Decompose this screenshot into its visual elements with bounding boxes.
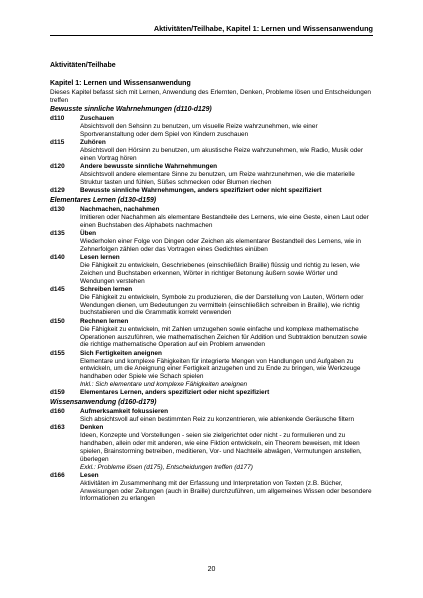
- entry-body: [80, 139, 373, 163]
- entry-code: d163: [50, 424, 65, 432]
- entry-code: d150: [50, 317, 65, 325]
- code-entry: [50, 115, 373, 139]
- entry-description: Imitieren oder Nachahmen als elementare Bestandteile des Lernens, wie eine Geste, einen Laut oder einen Buchstaben des Alphabets nachmachen: [80, 213, 369, 229]
- entry-description: Die Fähigkeit zu entwickeln, Geschriebenes (einschließlich Braille) flüssig und richtig zu lesen, wie Zeichen und Buchstaben erkennen, Wörter in richtiger Betonung äußern sowie Wörter und Wendungen verstehen: [80, 261, 360, 285]
- entry-code: d130: [50, 206, 65, 213]
- code-entry: [50, 472, 373, 503]
- entry-name: Sich Fertigkeiten aneignen: [80, 349, 162, 357]
- entry-exclusion: Exkl.: Probleme lösen (d175), Entscheidungen treffen (d177): [80, 463, 253, 471]
- chapter-title: Kapitel 1: Lernen und Wissensanwendung: [50, 79, 191, 87]
- page-number: 20: [207, 566, 216, 573]
- section-title: Elementares Lernen (d130-d159): [50, 197, 157, 205]
- entry-code: d120: [50, 163, 65, 171]
- document-title: Aktivitäten/Teilhabe: [50, 62, 116, 69]
- entry-body: [80, 163, 373, 187]
- code-entry: [50, 163, 373, 187]
- entry-body: [80, 318, 373, 349]
- entry-body: [80, 389, 373, 397]
- entry-name: Lesen: [80, 471, 99, 479]
- code-entry: [50, 424, 373, 471]
- sections-container: [50, 106, 373, 503]
- chapter-intro: Dieses Kapitel befasst sich mit Lernen, Anwendung des Erlernten, Denken, Probleme lösen und Entscheidungen treffen: [50, 88, 371, 104]
- entry-name: Bewusste sinnliche Wahrnehmungen, anders spezifiziert oder nicht spezifiziert: [80, 187, 322, 195]
- entry-body: [80, 206, 373, 230]
- entry-body: [80, 286, 373, 317]
- entry-name: Zuhören: [80, 139, 106, 147]
- entry-description: Wiederholen einer Folge von Dingen oder Zeichen als elementarer Bestandteil des Lernens, wie in Zehnerfolgen zählen oder das Vortragen eines Gedichtes einüben: [80, 237, 361, 253]
- entry-name: Rechnen lernen: [80, 317, 129, 325]
- entry-description: Aktivitäten im Zusammenhang mit der Erfassung und Interpretation von Texten (z.B. Bücher, Anweisungen oder Zeitungen (auch in Braille) durchzuführen, um allgemeines Wissen oder besondere Informationen zu erlangen: [80, 479, 372, 503]
- entry-name: Andere bewusste sinnliche Wahrnehmungen: [80, 163, 218, 171]
- code-entry: [50, 187, 373, 195]
- entry-code: d129: [50, 187, 65, 195]
- entry-code: d155: [50, 349, 65, 357]
- code-entry: [50, 286, 373, 317]
- code-entry: [50, 230, 373, 254]
- entry-name: Elementares Lernen, anders spezifiziert oder nicht spezifiziert: [80, 389, 270, 397]
- entry-code: d166: [50, 471, 65, 479]
- entry-name: Zuschauen: [80, 115, 114, 123]
- code-entry: [50, 350, 373, 389]
- page-content: [50, 62, 373, 504]
- entry-name: Nachmachen, nachahmen: [80, 206, 160, 213]
- code-entry: [50, 318, 373, 349]
- code-entry: [50, 408, 373, 424]
- entry-body: [80, 115, 373, 139]
- entry-body: [80, 424, 373, 471]
- entry-code: d110: [50, 115, 65, 123]
- entry-code: d160: [50, 408, 65, 416]
- entry-body: [80, 187, 373, 195]
- entry-description: Ideen, Konzepte und Vorstellungen - seien sie zielgerichtet oder nicht - zu formulieren und zu handhaben, allein oder mit anderen, wie eine Fiktion entwickeln, ein Theorem beweisen, mit Ideen spielen, Brainstorming betreiben, meditieren, Vor- und Nachteile abwägen, Vermutungen anstellen, überlegen: [80, 432, 362, 463]
- code-entry: [50, 139, 373, 163]
- entry-body: [80, 254, 373, 285]
- entry-description: Elementare und komplexe Fähigkeiten für integrierte Mengen von Handlungen und Aufgaben zu entwickeln, um die Aneignung einer Fertigkeit anzugehen und zu Ende zu bringen, wie Werkzeuge handhaben oder Spiele wie Schach spielen: [80, 357, 361, 381]
- entry-code: d159: [50, 389, 65, 397]
- entry-code: d145: [50, 285, 65, 293]
- entry-description: Absichtsvoll den Sehsinn zu benutzen, um visuelle Reize wahrzunehmen, wie einer Sportveranstaltung oder dem Spiel von Kindern zuschauen: [80, 123, 318, 138]
- entry-inclusion: Inkl.: Sich elementare und komplexe Fähigkeiten aneignen: [80, 381, 248, 389]
- entry-description: Sich absichtsvoll auf einen bestimmten Reiz zu konzentrieren, wie ablenkende Geräusche filtern: [80, 415, 355, 423]
- entry-body: [80, 350, 373, 389]
- entry-code: d115: [50, 139, 65, 147]
- entry-body: [80, 230, 373, 254]
- code-entry: [50, 389, 373, 397]
- section-title: Wissensanwendung (d160-d179): [50, 399, 157, 407]
- entry-description: Absichtsvoll den Hörsinn zu benutzen, um akustische Reize wahrzunehmen, wie Radio, Musik oder einen Vortrag hören: [80, 147, 364, 162]
- section-title: Bewusste sinnliche Wahrnehmungen (d110-d129): [50, 106, 212, 114]
- entry-description: Die Fähigkeit zu entwickeln, Symbole zu produzieren, die der Darstellung von Lauten, Wörtern oder Wendungen dienen, um Bedeutungen zu vermitteln (einschließlich schreiben in Braille), wie richtig buchstabieren und die Grammatik korrekt verwenden: [80, 293, 364, 317]
- entry-body: [80, 472, 373, 503]
- entry-code: d135: [50, 230, 65, 238]
- entry-name: Lesen lernen: [80, 254, 120, 262]
- entry-name: Denken: [80, 424, 104, 432]
- entry-code: d140: [50, 254, 65, 262]
- running-header: Aktivitäten/Teilhabe, Kapitel 1: Lernen und Wissensanwendung: [50, 24, 373, 36]
- entry-name: Schreiben lernen: [80, 285, 133, 293]
- code-entry: [50, 254, 373, 285]
- entry-description: Die Fähigkeit zu entwickeln, mit Zahlen umzugehen sowie einfache und komplexe mathematische Operationen auszuführen, wie mathematischen Zeichen für Addition und Subtraktion benutzen sowie die richtige mathematische Operation auf ein Problem anwenden: [80, 325, 368, 349]
- entry-body: [80, 408, 373, 424]
- entry-name: Üben: [80, 230, 97, 238]
- code-entry: [50, 206, 373, 230]
- entry-description: Absichtsvoll andere elementare Sinne zu benutzen, um Reize wahrzunehmen, wie die materielle Struktur tasten und fühlen, Süßes schmecken oder Blumen riechen: [80, 171, 355, 186]
- entry-name: Aufmerksamkeit fokussieren: [80, 408, 169, 416]
